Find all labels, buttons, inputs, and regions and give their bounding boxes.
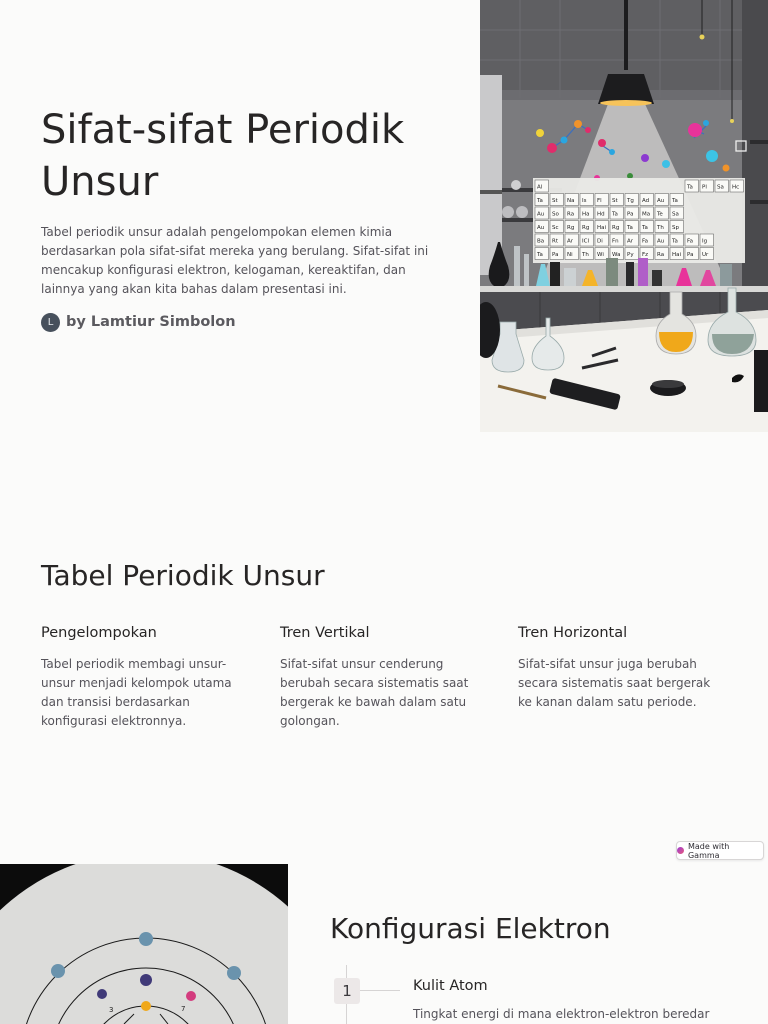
periodic-cell-symbol: Di bbox=[597, 238, 603, 245]
avatar: L bbox=[41, 313, 60, 332]
periodic-cell-symbol: Hc bbox=[732, 184, 740, 191]
periodic-cell-symbol: Ta bbox=[612, 211, 618, 218]
periodic-cell-symbol: Pa bbox=[552, 252, 559, 258]
badge-label: Made with Gamma bbox=[687, 841, 730, 860]
timeline-connector bbox=[360, 990, 400, 991]
periodic-cell-symbol: Ta bbox=[687, 184, 693, 191]
section-title: Tabel Periodik Unsur bbox=[41, 559, 325, 592]
periodic-cell-symbol: Al bbox=[537, 184, 543, 191]
periodic-cell-symbol: Ar bbox=[627, 238, 634, 245]
atom-label: 3 bbox=[109, 1006, 114, 1014]
slide-title: Sifat-sifat Periodik Unsur bbox=[41, 107, 405, 205]
column-text: Tabel periodik membagi unsur-unsur menjadi kelompok utama dan transisi berdasarkan konfigurasi elektronnya. bbox=[41, 657, 232, 728]
periodic-cell-symbol: Rg bbox=[612, 225, 620, 231]
periodic-cell-symbol: Rg bbox=[582, 225, 590, 231]
periodic-cell-symbol: Au bbox=[537, 225, 545, 231]
periodic-cell-symbol: Wa bbox=[612, 252, 621, 258]
periodic-table-board bbox=[533, 178, 745, 263]
periodic-cell-symbol: Hai bbox=[597, 225, 607, 231]
column-heading: Tren Horizontal bbox=[518, 625, 628, 641]
periodic-cell-symbol: Ta bbox=[537, 198, 543, 204]
periodic-cell-symbol: Hai bbox=[672, 252, 682, 258]
periodic-cell-symbol: Wi bbox=[597, 252, 604, 258]
column-text: Sifat-sifat unsur juga berubah secara sistematis saat bergerak ke kanan dalam satu periode. bbox=[518, 657, 711, 709]
periodic-cell-symbol: Au bbox=[537, 211, 545, 218]
step-number: 1 bbox=[334, 978, 360, 1004]
periodic-cell-symbol: Sa bbox=[672, 211, 679, 218]
periodic-cell-symbol: Ad bbox=[642, 198, 650, 204]
periodic-cell-symbol: ICl bbox=[582, 238, 589, 245]
periodic-cell-symbol: Th bbox=[582, 252, 589, 258]
periodic-cell-symbol: Ar bbox=[567, 238, 574, 245]
made-with-gamma-badge[interactable] bbox=[676, 841, 764, 860]
gamma-logo-icon bbox=[677, 847, 684, 854]
periodic-cell-symbol: Tg bbox=[627, 198, 634, 204]
periodic-cell-symbol: So bbox=[552, 211, 559, 218]
column-grouping bbox=[41, 624, 246, 731]
periodic-cell-symbol: Ha bbox=[582, 211, 590, 218]
column-horizontal-trend bbox=[518, 624, 723, 712]
periodic-cell-symbol: Na bbox=[567, 198, 575, 204]
periodic-cell-symbol: Ta bbox=[672, 198, 678, 204]
periodic-cell-symbol: Ta bbox=[672, 238, 678, 245]
periodic-cell-symbol: Sa bbox=[717, 184, 724, 191]
slide-description: Tabel periodik unsur adalah pengelompokan elemen kimia berdasarkan pola sifat-sifat mereka yang berulang. Sifat-sifat ini mencakup konfigurasi elektron, kelogaman, kereaktifan, dan lainnya yang akan kita bahas dalam presentasi ini. bbox=[41, 225, 429, 296]
periodic-cell-symbol: St bbox=[552, 198, 558, 204]
periodic-cell-symbol: Te bbox=[657, 211, 663, 218]
periodic-cell-symbol: Is bbox=[582, 198, 587, 204]
periodic-cell-symbol: Fa bbox=[642, 238, 649, 245]
periodic-cell-symbol: Fl bbox=[597, 198, 602, 204]
column-vertical-trend bbox=[280, 624, 485, 731]
periodic-cell-symbol: Pa bbox=[627, 211, 634, 218]
periodic-cell-symbol: Ta bbox=[537, 252, 543, 258]
periodic-cell-symbol: Rg bbox=[567, 225, 575, 231]
periodic-cell-symbol: Pa bbox=[687, 252, 694, 258]
step-description: Tingkat energi di mana elektron-elektron beredar bbox=[413, 1007, 710, 1021]
periodic-cell-symbol: Ba bbox=[537, 238, 545, 245]
periodic-cell-symbol: Sc bbox=[552, 225, 559, 231]
periodic-cell-symbol: Py bbox=[627, 252, 634, 258]
atom-label: 7 bbox=[181, 1005, 186, 1013]
periodic-cell-symbol: Ta bbox=[642, 225, 648, 231]
periodic-cell-symbol: Th bbox=[657, 225, 664, 231]
periodic-cell-symbol: Au bbox=[657, 198, 665, 204]
periodic-cell-symbol: Ra bbox=[567, 211, 575, 218]
author-name: by Lamtiur Simbolon bbox=[66, 314, 236, 330]
column-text: Sifat-sifat unsur cenderung berubah secara sistematis saat bergerak ke bawah dalam satu golongan. bbox=[280, 657, 469, 728]
periodic-cell-symbol: Fn bbox=[612, 238, 619, 245]
chemistry-lab-illustration bbox=[480, 0, 768, 432]
step-title: Kulit Atom bbox=[413, 978, 488, 994]
periodic-cell-symbol: Rt bbox=[552, 238, 558, 245]
periodic-cell-symbol: St bbox=[612, 198, 618, 204]
periodic-cell-symbol: Hd bbox=[597, 211, 605, 218]
periodic-cell-symbol: Ni bbox=[567, 252, 573, 258]
column-heading: Tren Vertikal bbox=[280, 625, 370, 641]
periodic-cell-symbol: Au bbox=[657, 238, 665, 245]
periodic-cell-symbol: Fa bbox=[687, 238, 694, 245]
periodic-cell-symbol: Ma bbox=[642, 211, 651, 218]
periodic-cell-symbol: Pl bbox=[702, 184, 707, 191]
column-heading: Pengelompokan bbox=[41, 625, 157, 641]
author-byline bbox=[41, 311, 236, 333]
periodic-cell-symbol: Ig bbox=[702, 238, 708, 245]
periodic-cell-symbol: Fz bbox=[642, 252, 649, 258]
periodic-cell-symbol: Ur bbox=[702, 252, 709, 258]
periodic-cell-symbol: Ra bbox=[657, 252, 665, 258]
section-title: Konfigurasi Elektron bbox=[330, 912, 611, 945]
periodic-cell-symbol: Sp bbox=[672, 225, 679, 231]
periodic-cell-symbol: Ta bbox=[627, 225, 633, 231]
atom-diagram-illustration bbox=[0, 864, 288, 1024]
